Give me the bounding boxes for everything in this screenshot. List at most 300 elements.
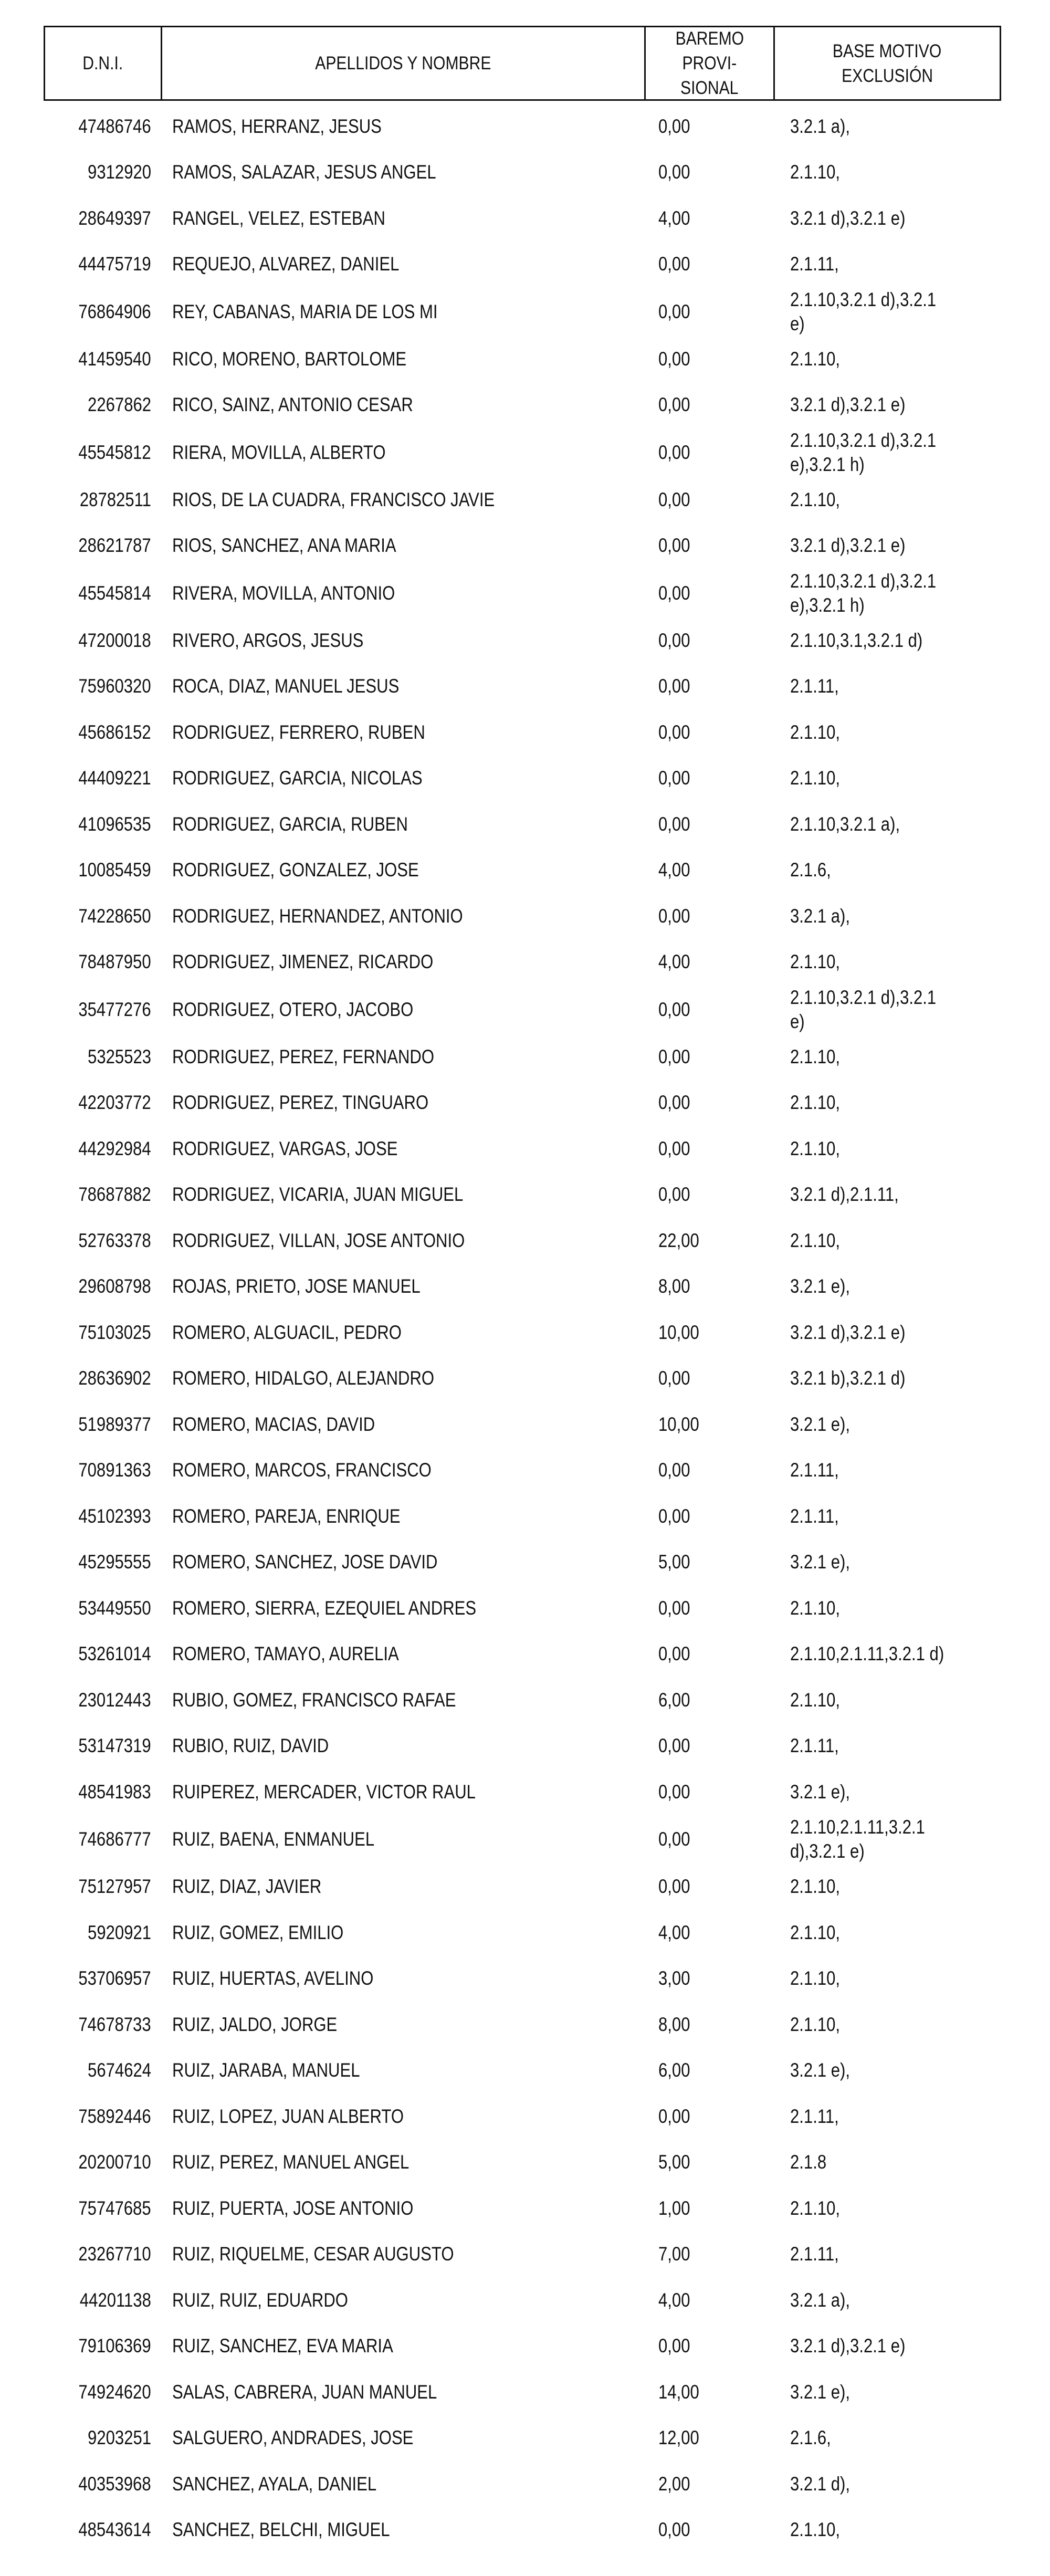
motivo-line: 2.1.10, [790,1689,841,1711]
motivo-cell [790,2002,849,2048]
motivo-line: 2.1.11, [790,1459,839,1481]
baremo-cell-text: 0,00 [658,1876,690,1898]
baremo-cell-text: 0,00 [658,629,690,651]
motivo-line: 2.1.10, [790,2519,841,2541]
nombre-cell [172,2277,382,2323]
table-row [0,939,1050,986]
nombre-cell-text: RUBIO, GOMEZ, FRANCISCO RAFAE [172,1689,456,1711]
motivo-line: 3.2.1 d),3.2.1 e) [790,2335,906,2357]
dni-cell [44,477,151,523]
nombre-cell [172,1401,414,1448]
motivo-cell [790,382,927,428]
nombre-cell-text: SANCHEZ, BELCHI, MIGUEL [172,2519,390,2541]
nombre-cell [172,756,470,802]
baremo-cell-text: 4,00 [658,207,690,229]
table-row [0,1815,1050,1864]
dni-cell-text: 29608798 [78,1275,151,1297]
nombre-cell [172,2093,448,2140]
nombre-cell-text: RODRIGUEZ, PEREZ, FERNANDO [172,1045,435,1067]
baremo-cell-text: 5,00 [658,1551,690,1573]
nombre-cell-text: RUIZ, JARABA, MANUEL [172,2059,360,2081]
baremo-cell-text: 0,00 [658,161,690,183]
motivo-cell [790,1956,849,2002]
dni-cell [44,1401,151,1448]
table-row [0,1034,1050,1080]
motivo-line: 2.1.10, [790,1967,841,1989]
baremo-cell [658,2232,696,2278]
dni-cell [44,523,151,569]
dni-cell [44,1631,151,1678]
baremo-cell-text: 2,00 [658,2473,690,2495]
dni-cell-text: 28649397 [78,207,151,229]
motivo-line: 2.1.10,3.2.1 a), [790,813,900,835]
dni-cell [44,569,151,617]
baremo-cell-text: 0,00 [658,253,690,275]
motivo-line: 3.2.1 d),3.2.1 e) [790,207,906,229]
nombre-cell-text: SANCHEZ, AYALA, DANIEL [172,2473,377,2495]
dni-cell-text: 44409221 [78,767,151,789]
motivo-cell [790,1585,849,1631]
baremo-cell-text: 0,00 [658,1781,690,1803]
baremo-cell [658,477,696,523]
baremo-cell-text: 0,00 [658,998,690,1020]
baremo-cell [658,1034,696,1080]
dni-cell-text: 45545812 [78,441,151,463]
table-row [0,617,1050,664]
motivo-cell [790,523,927,569]
dni-cell [44,150,151,196]
dni-cell [44,939,151,986]
baremo-cell-text: 0,00 [658,300,690,322]
motivo-cell [790,2048,862,2094]
motivo-line: 3.2.1 e), [790,1413,850,1435]
baremo-cell [658,1864,696,1910]
motivo-cell [790,1264,862,1310]
dni-cell-text: 75892446 [78,2105,151,2127]
nombre-cell [172,1769,533,1815]
baremo-cell-text: 6,00 [658,1689,690,1711]
nombre-cell-text: RICO, SAINZ, ANTONIO CESAR [172,394,413,416]
baremo-cell-text: 0,00 [658,441,690,463]
motivo-cell [790,1126,849,1172]
nombre-cell [172,1172,519,1218]
dni-cell-text: 41459540 [78,348,151,370]
dni-cell [44,1815,151,1864]
dni-cell [44,1310,151,1356]
nombre-cell-text: RANGEL, VELEZ, ESTEBAN [172,207,385,229]
table-row [0,336,1050,382]
motivo-line: 2.1.6, [790,2427,831,2449]
dni-cell-text: 75747685 [78,2197,151,2219]
header-baremo-line: PROVI- [682,53,737,74]
baremo-cell [658,1080,696,1126]
dni-cell-text: 5674624 [88,2059,151,2081]
table-row [0,985,1050,1034]
nombre-cell [172,2323,435,2370]
baremo-cell-text: 0,00 [658,675,690,697]
nombre-cell-text: RIVERA, MOVILLA, ANTONIO [172,582,395,604]
motivo-cell [790,756,849,802]
motivo-cell [790,1723,848,1769]
motivo-line: e) [790,1010,805,1032]
dni-cell-text: 40353968 [78,2473,151,2495]
nombre-cell [172,1864,350,1910]
dni-cell [44,1769,151,1815]
motivo-line: 3.2.1 e), [790,1275,850,1297]
nombre-cell-text: RODRIGUEZ, VARGAS, JOSE [172,1137,398,1159]
motivo-line: 3.2.1 e), [790,1551,850,1573]
motivo-cell [790,477,849,523]
dni-cell-text: 74686777 [78,1828,151,1850]
nombre-cell-text: RIOS, DE LA CUADRA, FRANCISCO JAVIE [172,488,495,510]
table-row [0,2461,1050,2507]
baremo-cell-text: 0,00 [658,1459,690,1481]
dni-cell [44,1723,151,1769]
table-row [0,756,1050,802]
nombre-cell [172,1310,445,1356]
motivo-cell [790,893,862,939]
nombre-cell [172,1493,444,1540]
motivo-cell [790,569,964,617]
motivo-cell [790,1218,849,1264]
baremo-cell [658,1677,696,1723]
motivo-cell [790,709,849,756]
motivo-cell [790,1769,862,1815]
motivo-line: 2.1.10,3.2.1 d),3.2.1 [790,429,937,451]
dni-cell [44,1080,151,1126]
baremo-cell-text: 8,00 [658,1275,690,1297]
nombre-cell [172,2002,369,2048]
baremo-cell [658,617,696,664]
dni-cell [44,2369,151,2415]
baremo-cell [658,382,696,428]
motivo-cell [790,1864,849,1910]
baremo-cell [658,2048,696,2094]
nombre-cell [172,847,466,894]
table-row [0,1769,1050,1815]
baremo-cell [658,150,696,196]
baremo-cell [658,287,696,336]
motivo-line: 2.1.10, [790,488,841,510]
motivo-line: 2.1.11, [790,2243,839,2265]
baremo-cell-text: 3,00 [658,1967,690,1989]
baremo-cell-text: 4,00 [658,2289,690,2311]
motivo-cell [790,2369,862,2415]
dni-cell [44,801,151,847]
table-row [0,569,1050,617]
motivo-cell [790,2277,862,2323]
baremo-cell-text: 0,00 [658,488,690,510]
dni-cell [44,2002,151,2048]
table-row [0,523,1050,569]
motivo-line: 2.1.10, [790,1876,841,1898]
nombre-cell-text: RODRIGUEZ, GARCIA, RUBEN [172,813,408,835]
baremo-cell-text: 4,00 [658,1921,690,1943]
nombre-cell [172,382,459,428]
table-row [0,847,1050,894]
baremo-cell [658,801,696,847]
nombre-cell [172,150,486,196]
motivo-cell [790,287,964,336]
motivo-cell [790,1540,862,1586]
motivo-cell [790,103,862,150]
nombre-cell [172,2048,396,2094]
table-row [0,2323,1050,2370]
baremo-cell [658,2507,696,2553]
baremo-cell [658,195,696,242]
baremo-cell [658,1264,696,1310]
nombre-cell [172,801,453,847]
motivo-line: 2.1.10, [790,767,841,789]
motivo-line: 2.1.10, [790,2013,841,2035]
baremo-cell-text: 0,00 [658,1505,690,1527]
motivo-cell [790,1034,849,1080]
dni-cell [44,1864,151,1910]
dni-cell-text: 44292984 [78,1137,151,1159]
table-row [0,150,1050,196]
dni-cell-text: 45686152 [78,721,151,743]
baremo-cell [658,2140,696,2186]
baremo-cell [658,428,696,477]
baremo-cell [658,847,696,894]
baremo-cell-text: 0,00 [658,2519,690,2541]
dni-cell [44,336,151,382]
baremo-cell [658,1815,696,1864]
baremo-cell [658,2415,707,2462]
baremo-cell-text: 0,00 [658,2105,690,2127]
dni-cell [44,1218,151,1264]
baremo-cell-text: 22,00 [658,1229,699,1251]
nombre-cell [172,1264,468,1310]
dni-cell [44,2048,151,2094]
motivo-line: 2.1.10,3.1,3.2.1 d) [790,629,923,651]
motivo-cell [790,985,964,1034]
motivo-line: 2.1.10, [790,1597,841,1619]
nombre-cell [172,985,459,1034]
dni-cell [44,2323,151,2370]
dni-cell-text: 45102393 [78,1505,151,1527]
nombre-cell [172,287,488,336]
nombre-cell [172,2415,459,2462]
baremo-cell-text: 7,00 [658,2243,690,2265]
nombre-cell-text: RUIZ, BAENA, ENMANUEL [172,1828,375,1850]
table-body [0,103,1050,2553]
header-dni [44,26,162,101]
dni-cell-text: 35477276 [78,998,151,1020]
baremo-cell-text: 0,00 [658,905,690,927]
baremo-cell [658,2002,696,2048]
table-row [0,1493,1050,1540]
nombre-cell [172,939,483,986]
baremo-cell-text: 0,00 [658,1828,690,1850]
baremo-cell [658,1401,707,1448]
baremo-cell-text: 6,00 [658,2059,690,2081]
dni-cell-text: 20200710 [78,2151,151,2173]
dni-cell-text: 42203772 [78,1092,151,1114]
dni-cell [44,287,151,336]
baremo-cell [658,985,696,1034]
baremo-cell [658,1540,696,1586]
baremo-cell [658,1310,707,1356]
motivo-line: 2.1.11, [790,1505,839,1527]
nombre-cell [172,1034,484,1080]
dni-cell-text: 47200018 [78,629,151,651]
baremo-cell-text: 0,00 [658,1367,690,1389]
dni-cell [44,1585,151,1631]
nombre-cell-text: REQUEJO, ALVAREZ, DANIEL [172,253,400,275]
motivo-line: 2.1.10,3.2.1 d),3.2.1 [790,986,937,1008]
nombre-cell-text: RIERA, MOVILLA, ALBERTO [172,441,386,463]
table-row [0,1310,1050,1356]
dni-cell-text: 23012443 [78,1689,151,1711]
motivo-line: 2.1.10,2.1.11,3.2.1 d) [790,1643,944,1665]
baremo-cell-text: 0,00 [658,1045,690,1067]
dni-cell [44,1264,151,1310]
nombre-cell [172,1218,520,1264]
nombre-cell-text: RIOS, SANCHEZ, ANA MARIA [172,535,396,557]
nombre-cell-text: ROCA, DIAZ, MANUEL JESUS [172,675,400,697]
nombre-cell-text: ROJAS, PRIETO, JOSE MANUEL [172,1275,421,1297]
table-header [44,26,1001,101]
baremo-cell [658,1218,707,1264]
motivo-line: 3.2.1 a), [790,115,850,137]
dni-cell [44,2461,151,2507]
table-row [0,1631,1050,1678]
motivo-line: 3.2.1 d),3.2.1 e) [790,535,906,557]
motivo-line: 2.1.10,3.2.1 d),3.2.1 [790,288,937,310]
nombre-cell [172,709,474,756]
motivo-cell [790,2140,833,2186]
baremo-cell [658,1493,696,1540]
baremo-cell-text: 0,00 [658,721,690,743]
motivo-cell [790,2323,927,2370]
motivo-line: 2.1.10, [790,1921,841,1943]
motivo-line: 3.2.1 e), [790,2381,850,2403]
dni-cell [44,2415,151,2462]
nombre-cell-text: SALAS, CABRERA, JUAN MANUEL [172,2381,437,2403]
baremo-cell-text: 0,00 [658,582,690,604]
motivo-cell [790,617,948,664]
baremo-cell-text: 0,00 [658,1643,690,1665]
motivo-line: 3.2.1 e), [790,2059,850,2081]
nombre-cell [172,1910,376,1956]
dni-cell [44,2185,151,2232]
header-baremo-line: SIONAL [680,78,739,98]
table-row [0,801,1050,847]
motivo-cell [790,664,848,710]
baremo-cell [658,2369,707,2415]
nombre-cell-text: ROMERO, TAMAYO, AURELIA [172,1643,399,1665]
nombre-cell-text: RIVERO, ARGOS, JESUS [172,629,364,651]
dni-cell [44,1910,151,1956]
table-row [0,477,1050,523]
baremo-cell [658,756,696,802]
motivo-cell [790,2507,849,2553]
nombre-cell-text: ROMERO, PAREJA, ENRIQUE [172,1505,401,1527]
motivo-line: 2.1.11, [790,1735,839,1757]
motivo-cell [790,150,849,196]
motivo-line: 2.1.10, [790,2197,841,2219]
nombre-cell-text: RODRIGUEZ, GARCIA, NICOLAS [172,767,423,789]
baremo-cell [658,939,696,986]
nombre-cell [172,242,443,288]
nombre-cell [172,1815,413,1864]
dni-cell [44,2093,151,2140]
nombre-cell-text: ROMERO, ALGUACIL, PEDRO [172,1321,402,1343]
nombre-cell-text: SALGUERO, ANDRADES, JOSE [172,2427,414,2449]
baremo-cell-text: 10,00 [658,1321,699,1343]
table-row [0,2185,1050,2232]
nombre-cell-text: RAMOS, HERRANZ, JESUS [172,115,382,137]
motivo-line: 3.2.1 d),3.2.1 e) [790,394,906,416]
nombre-cell-text: ROMERO, HIDALGO, ALEJANDRO [172,1367,435,1389]
motivo-line: e),3.2.1 h) [790,453,865,475]
table-row [0,1264,1050,1310]
baremo-cell [658,1172,696,1218]
nombre-cell [172,1723,359,1769]
dni-cell-text: 75127957 [78,1876,151,1898]
baremo-cell [658,1956,696,2002]
motivo-line: 2.1.8 [790,2151,827,2173]
table-row [0,1540,1050,1586]
nombre-cell [172,2140,454,2186]
dni-cell-text: 53147319 [78,1735,151,1757]
baremo-cell [658,1356,696,1402]
dni-cell-text: 70891363 [78,1459,151,1481]
table-row [0,1723,1050,1769]
motivo-cell [790,1080,849,1126]
baremo-cell-text: 0,00 [658,1597,690,1619]
motivo-cell [790,2093,848,2140]
motivo-cell [790,2185,849,2232]
motivo-cell [790,2415,839,2462]
motivo-line: 3.2.1 a), [790,905,850,927]
table-row [0,242,1050,288]
baremo-cell [658,2093,696,2140]
motivo-cell [790,1910,849,1956]
nombre-cell-text: RUIZ, LOPEZ, JUAN ALBERTO [172,2105,404,2127]
nombre-cell [172,1080,477,1126]
motivo-cell [790,195,927,242]
table-row [0,103,1050,150]
baremo-cell [658,103,696,150]
motivo-line: 2.1.10, [790,951,841,973]
header-motivo-line: BASE MOTIVO [833,40,942,61]
dni-cell-text: 9203251 [88,2427,151,2449]
motivo-cell [790,1448,848,1494]
motivo-line: 2.1.11, [790,253,839,275]
dni-cell-text: 44475719 [78,253,151,275]
nombre-cell-text: RUIZ, RUIZ, EDUARDO [172,2289,348,2311]
dni-cell [44,195,151,242]
table-row [0,1172,1050,1218]
nombre-cell-text: RODRIGUEZ, GONZALEZ, JOSE [172,859,419,881]
nombre-cell [172,1540,488,1586]
nombre-cell-text: RUIZ, SANCHEZ, EVA MARIA [172,2335,393,2357]
nombre-cell [172,336,451,382]
table-row [0,1080,1050,1126]
motivo-cell [790,1493,848,1540]
baremo-cell-text: 4,00 [658,951,690,973]
table-row [0,428,1050,477]
nombre-cell-text: RUIZ, HUERTAS, AVELINO [172,1967,374,1989]
header-nombre-label: APELLIDOS Y NOMBRE [315,53,491,74]
dni-cell [44,985,151,1034]
table-row [0,1218,1050,1264]
motivo-cell [790,2461,862,2507]
dni-cell [44,382,151,428]
nombre-cell [172,1677,510,1723]
